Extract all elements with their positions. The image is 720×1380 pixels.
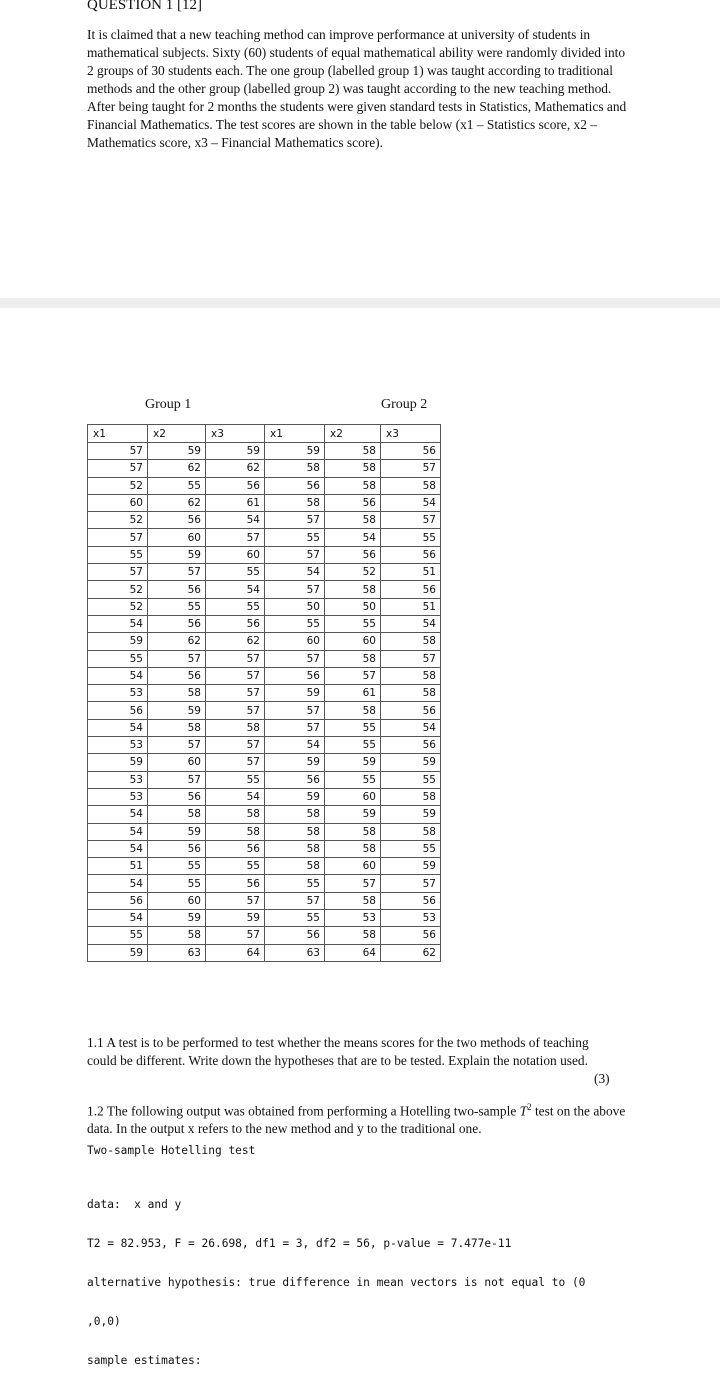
table-cell: 58	[381, 685, 441, 702]
table-cell: 57	[88, 564, 148, 581]
table-cell: 54	[381, 719, 441, 736]
output-title: Two-sample Hotelling test	[87, 1144, 256, 1157]
table-cell: 58	[325, 477, 381, 494]
table-header-row	[88, 425, 441, 443]
table-cell: 57	[325, 875, 381, 892]
table-cell: 61	[206, 494, 265, 511]
table-cell: 60	[148, 754, 206, 771]
table-cell: 58	[325, 892, 381, 909]
table-row	[88, 910, 441, 927]
column-header: x2	[148, 425, 206, 443]
table-cell: 59	[88, 944, 148, 961]
table-cell: 58	[381, 823, 441, 840]
table-cell: 62	[148, 494, 206, 511]
group-1-label: Group 1	[145, 397, 192, 412]
table-cell: 58	[148, 806, 206, 823]
table-cell: 57	[206, 927, 265, 944]
q1-2-text-before: 1.2 The following output was obtained from performing a Hotelling two-sample	[87, 1103, 520, 1119]
table-cell: 64	[325, 944, 381, 961]
table-cell: 50	[265, 598, 325, 615]
question-page-top	[0, 0, 720, 298]
table-cell: 55	[265, 615, 325, 632]
table-cell: 57	[88, 443, 148, 460]
table-cell: 52	[88, 477, 148, 494]
table-cell: 56	[381, 892, 441, 909]
table-cell: 54	[88, 910, 148, 927]
table-cell: 57	[381, 512, 441, 529]
table-cell: 53	[88, 771, 148, 788]
table-cell: 59	[148, 910, 206, 927]
table-cell: 61	[325, 685, 381, 702]
table-cell: 55	[206, 598, 265, 615]
table-cell: 52	[88, 598, 148, 615]
table-cell: 55	[325, 719, 381, 736]
table-cell: 57	[265, 581, 325, 598]
table-row	[88, 754, 441, 771]
column-header: x1	[88, 425, 148, 443]
table-cell: 60	[325, 858, 381, 875]
column-header: x3	[381, 425, 441, 443]
q1-2-text-after: test on the above data. In the output x refers to the new method and y to the traditional one.	[87, 1103, 626, 1137]
question-intro: It is claimed that a new teaching method can improve performance at university of students in mathematical subjects. Sixty (60) students of equal mathematical ability were randomly divided into 2 groups of 30 students each. The one group (labelled group 1) was taught according to traditional methods and the other group (labelled group 2) was taught according to the new teaching method. After being taught for 2 months the students were given standard tests in Statistics, Mathematics and Financial Mathematics. The test scores are shown in the table below (x1 – Statistics score, x2 – Mathematics score, x3 – Financial Mathematics score).	[87, 27, 627, 150]
table-cell: 59	[381, 806, 441, 823]
table-cell: 58	[325, 460, 381, 477]
table-cell: 58	[381, 667, 441, 684]
table-cell: 55	[206, 564, 265, 581]
table-cell: 51	[381, 564, 441, 581]
table-row	[88, 840, 441, 857]
table-cell: 56	[381, 737, 441, 754]
table-cell: 56	[265, 771, 325, 788]
table-cell: 57	[265, 650, 325, 667]
table-cell: 56	[265, 477, 325, 494]
table-row	[88, 788, 441, 805]
table-row	[88, 771, 441, 788]
table-cell: 57	[265, 512, 325, 529]
table-row	[88, 529, 441, 546]
group-2-label: Group 2	[381, 397, 428, 412]
t-symbol: T	[519, 1103, 528, 1119]
table-cell: 62	[148, 460, 206, 477]
table-row	[88, 460, 441, 477]
table-cell: 60	[265, 633, 325, 650]
table-cell: 62	[206, 460, 265, 477]
table-cell: 56	[148, 667, 206, 684]
table-cell: 57	[206, 892, 265, 909]
table-cell: 58	[206, 823, 265, 840]
table-cell: 60	[206, 546, 265, 563]
table-cell: 58	[265, 806, 325, 823]
table-cell: 55	[325, 771, 381, 788]
table-cell: 51	[88, 858, 148, 875]
table-row	[88, 598, 441, 615]
table-cell: 56	[206, 840, 265, 857]
table-cell: 57	[381, 460, 441, 477]
table-cell: 56	[148, 512, 206, 529]
table-cell: 59	[148, 443, 206, 460]
table-cell: 56	[381, 443, 441, 460]
table-cell: 58	[265, 823, 325, 840]
table-cell: 58	[325, 927, 381, 944]
output-line: data: x and y	[87, 1198, 182, 1211]
table-cell: 56	[88, 702, 148, 719]
table-cell: 55	[206, 771, 265, 788]
table-cell: 59	[265, 685, 325, 702]
table-cell: 59	[88, 754, 148, 771]
table-cell: 58	[325, 823, 381, 840]
table-cell: 56	[325, 546, 381, 563]
table-cell: 57	[148, 650, 206, 667]
table-row	[88, 546, 441, 563]
table-cell: 54	[88, 875, 148, 892]
table-row	[88, 581, 441, 598]
table-cell: 57	[265, 892, 325, 909]
table-cell: 53	[325, 910, 381, 927]
table-cell: 52	[325, 564, 381, 581]
table-cell: 59	[206, 910, 265, 927]
table-cell: 56	[381, 927, 441, 944]
question-1-1-marks: (3)	[594, 1071, 610, 1086]
table-cell: 53	[88, 788, 148, 805]
table-cell: 56	[265, 927, 325, 944]
table-cell: 55	[265, 875, 325, 892]
table-cell: 58	[381, 633, 441, 650]
table-cell: 57	[325, 667, 381, 684]
table-cell: 59	[325, 806, 381, 823]
table-cell: 57	[206, 529, 265, 546]
table-cell: 60	[325, 788, 381, 805]
table-cell: 58	[325, 443, 381, 460]
table-row	[88, 823, 441, 840]
table-cell: 60	[88, 494, 148, 511]
table-cell: 56	[88, 892, 148, 909]
table-row	[88, 858, 441, 875]
table-cell: 55	[88, 546, 148, 563]
table-cell: 64	[206, 944, 265, 961]
table-cell: 55	[206, 858, 265, 875]
table-cell: 59	[148, 546, 206, 563]
table-cell: 57	[206, 754, 265, 771]
table-cell: 56	[206, 477, 265, 494]
table-cell: 57	[381, 650, 441, 667]
table-cell: 58	[265, 460, 325, 477]
table-cell: 57	[206, 667, 265, 684]
table-cell: 57	[265, 702, 325, 719]
table-cell: 57	[206, 650, 265, 667]
table-row	[88, 685, 441, 702]
table-row	[88, 737, 441, 754]
output-block	[87, 1172, 585, 1380]
table-cell: 57	[88, 460, 148, 477]
table-cell: 54	[88, 667, 148, 684]
table-row	[88, 650, 441, 667]
table-cell: 58	[148, 719, 206, 736]
table-cell: 62	[148, 633, 206, 650]
table-cell: 55	[325, 737, 381, 754]
question-1-1: 1.1 A test is to be performed to test whether the means scores for the two methods of teaching could be different. Write down the hypotheses that are to be tested. Explain the notation used.	[87, 1035, 589, 1068]
table-cell: 58	[381, 477, 441, 494]
table-cell: 56	[325, 494, 381, 511]
output-line: alternative hypothesis: true difference in mean vectors is not equal to (0	[87, 1276, 586, 1289]
table-cell: 54	[265, 564, 325, 581]
table-row	[88, 633, 441, 650]
table-cell: 57	[265, 546, 325, 563]
table-cell: 55	[381, 840, 441, 857]
column-header: x1	[265, 425, 325, 443]
table-cell: 60	[148, 892, 206, 909]
table-cell: 56	[381, 581, 441, 598]
table-cell: 54	[325, 529, 381, 546]
table-cell: 59	[381, 858, 441, 875]
table-cell: 57	[148, 771, 206, 788]
table-cell: 57	[206, 685, 265, 702]
table-cell: 58	[265, 858, 325, 875]
table-cell: 54	[88, 806, 148, 823]
table-cell: 56	[206, 875, 265, 892]
table-cell: 56	[381, 702, 441, 719]
table-cell: 52	[88, 581, 148, 598]
table-cell: 58	[325, 581, 381, 598]
table-cell: 55	[148, 598, 206, 615]
output-line: ,0,0)	[87, 1315, 121, 1328]
table-cell: 57	[206, 702, 265, 719]
table-cell: 57	[148, 564, 206, 581]
table-cell: 59	[148, 823, 206, 840]
table-cell: 54	[206, 788, 265, 805]
question-1-2	[87, 1098, 635, 1138]
table-cell: 58	[325, 650, 381, 667]
table-cell: 54	[88, 823, 148, 840]
table-cell: 56	[148, 788, 206, 805]
table-cell: 59	[381, 754, 441, 771]
table-cell: 54	[206, 512, 265, 529]
output-line: sample estimates:	[87, 1354, 202, 1367]
table-cell: 59	[265, 788, 325, 805]
scores-table	[87, 424, 441, 962]
table-cell: 54	[88, 840, 148, 857]
table-cell: 60	[148, 529, 206, 546]
page-divider	[0, 298, 720, 308]
table-cell: 57	[88, 529, 148, 546]
table-cell: 58	[206, 719, 265, 736]
table-cell: 58	[325, 512, 381, 529]
question-heading: QUESTION 1 [12]	[87, 0, 202, 13]
table-cell: 56	[148, 615, 206, 632]
table-row	[88, 719, 441, 736]
table-cell: 56	[206, 615, 265, 632]
table-row	[88, 477, 441, 494]
table-cell: 58	[265, 494, 325, 511]
table-cell: 63	[265, 944, 325, 961]
table-cell: 50	[325, 598, 381, 615]
table-cell: 55	[325, 615, 381, 632]
table-row	[88, 512, 441, 529]
column-header: x3	[206, 425, 265, 443]
t-superscript: 2	[527, 1102, 532, 1112]
table-cell: 59	[206, 443, 265, 460]
table-cell: 59	[265, 754, 325, 771]
table-cell: 58	[148, 927, 206, 944]
table-cell: 54	[88, 719, 148, 736]
table-cell: 58	[325, 702, 381, 719]
table-cell: 58	[265, 840, 325, 857]
table-cell: 55	[88, 650, 148, 667]
table-cell: 56	[381, 546, 441, 563]
table-cell: 57	[381, 875, 441, 892]
table-cell: 52	[88, 512, 148, 529]
table-cell: 56	[148, 581, 206, 598]
table-cell: 53	[88, 685, 148, 702]
table-cell: 55	[381, 529, 441, 546]
table-cell: 60	[325, 633, 381, 650]
table-cell: 58	[381, 788, 441, 805]
table-cell: 59	[325, 754, 381, 771]
table-cell: 54	[88, 615, 148, 632]
table-cell: 62	[381, 944, 441, 961]
table-row	[88, 494, 441, 511]
table-row	[88, 702, 441, 719]
table-cell: 55	[381, 771, 441, 788]
table-cell: 58	[206, 806, 265, 823]
table-cell: 54	[381, 494, 441, 511]
table-cell: 55	[265, 529, 325, 546]
table-row	[88, 667, 441, 684]
output-line: T2 = 82.953, F = 26.698, df1 = 3, df2 = 56, p-value = 7.477e-11	[87, 1237, 512, 1250]
table-row	[88, 806, 441, 823]
table-row	[88, 564, 441, 581]
table-cell: 59	[148, 702, 206, 719]
table-row	[88, 927, 441, 944]
table-cell: 55	[265, 910, 325, 927]
table-cell: 56	[148, 840, 206, 857]
table-cell: 58	[148, 685, 206, 702]
table-cell: 55	[148, 875, 206, 892]
table-row	[88, 443, 441, 460]
table-cell: 62	[206, 633, 265, 650]
table-row	[88, 615, 441, 632]
table-cell: 55	[148, 858, 206, 875]
table-cell: 57	[206, 737, 265, 754]
column-header: x2	[325, 425, 381, 443]
table-cell: 56	[265, 667, 325, 684]
table-cell: 59	[88, 633, 148, 650]
table-cell: 59	[265, 443, 325, 460]
table-cell: 54	[265, 737, 325, 754]
table-cell: 53	[381, 910, 441, 927]
table-row	[88, 875, 441, 892]
table-cell: 57	[265, 719, 325, 736]
table-cell: 54	[381, 615, 441, 632]
table-cell: 58	[325, 840, 381, 857]
table-cell: 55	[88, 927, 148, 944]
table-cell: 63	[148, 944, 206, 961]
table-cell: 54	[206, 581, 265, 598]
table-row	[88, 944, 441, 961]
table-cell: 53	[88, 737, 148, 754]
table-cell: 51	[381, 598, 441, 615]
table-cell: 57	[148, 737, 206, 754]
table-cell: 55	[148, 477, 206, 494]
table-row	[88, 892, 441, 909]
